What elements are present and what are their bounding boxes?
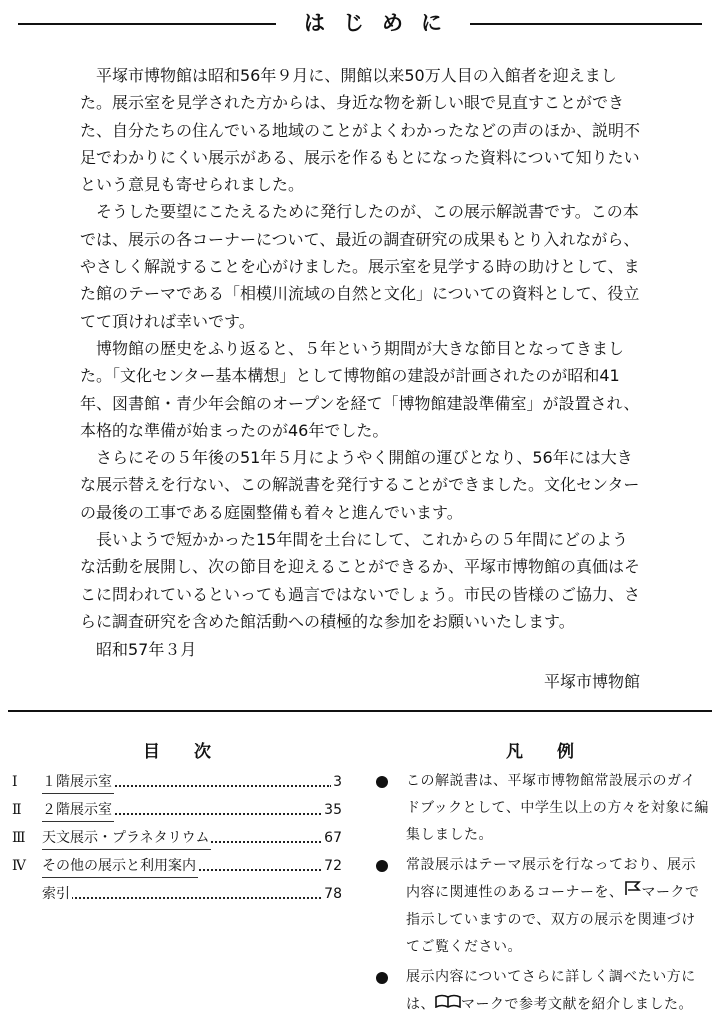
note-text: マークで参考文献を紹介しました。 <box>461 996 693 1012</box>
note-item <box>370 852 710 961</box>
toc-item-label: その他の展示と利用案内 <box>42 855 198 878</box>
toc-item-page: 78 <box>322 880 342 908</box>
toc-item-label: 天文展示・プラネタリウム <box>42 827 211 850</box>
intro-paragraph: 博物館の歴史をふり返ると、５年という期間が大きな節目となってきました。「文化センター基本構想」として博物館の建設が計画されたのが昭和41年、図書館・青少年会館のオープンを経て「博物館建設準備室」が設置され、本格的な準備が始まったのが46年でした。 <box>80 338 640 440</box>
toc-item[interactable] <box>12 796 342 824</box>
toc-item-label: １階展示室 <box>42 771 114 794</box>
title-bar <box>18 8 702 38</box>
note-text: マークで指示していますので、双方の展示を関連づけてご覧ください。 <box>406 884 700 955</box>
toc-leader-dots <box>52 897 332 899</box>
title-rule-left <box>18 23 276 25</box>
table-of-contents <box>12 740 342 908</box>
toc-item-page: 35 <box>322 796 342 824</box>
bullet-icon <box>376 860 388 872</box>
toc-item-number: Ⅲ <box>12 830 26 846</box>
toc-item[interactable] <box>12 852 342 880</box>
note-item <box>370 964 710 1019</box>
toc-item-page: 67 <box>322 824 342 852</box>
page-title: はじめに <box>304 11 460 35</box>
intro-paragraph: 長いようで短かかった15年間を土台にして、これからの５年間にどのような活動を展開し、次の節目を迎えることができるか、平塚市博物館の真価はそこに問われているといっても過言ではないでしょう。市民の皆様のご協力、さらに調査研究を含めた館活動への積極的な参加をお願いいたします。 <box>80 530 641 631</box>
bullet-icon <box>376 972 388 984</box>
intro-signature: 平塚市博物館 <box>543 671 640 691</box>
legend-notes <box>370 740 710 1021</box>
intro-paragraph: さらにその５年後の51年５月にようやく開館の運びとなり、56年には大きな展示替えを行ない、この解説書を発行することができました。文化センターの最後の工事である庭園整備も着々と進んでいます。 <box>80 448 640 522</box>
toc-item[interactable] <box>12 880 342 908</box>
note-text: 常設展示はテーマ展示を行なっており、展示内容に関連性のあるコーナーを、 <box>406 857 696 901</box>
toc-item[interactable] <box>12 824 342 852</box>
note-text: この解説書は、平塚市博物館常設展示のガイドブックとして、中学生以上の方々を対象に編集しました。 <box>406 773 709 843</box>
toc-item-label: 索引 <box>42 880 72 908</box>
toc-item[interactable] <box>12 768 342 796</box>
note-item <box>370 768 710 849</box>
section-divider <box>8 710 712 712</box>
bullet-icon <box>376 776 388 788</box>
toc-item-number: Ⅰ <box>12 774 18 790</box>
toc-item-number: Ⅳ <box>12 858 26 874</box>
flag-mark-icon <box>624 879 642 906</box>
toc-item-number: Ⅱ <box>12 802 22 818</box>
toc-title: 目 次 <box>143 742 225 762</box>
toc-item-page: 72 <box>322 852 342 880</box>
intro-paragraph: 平塚市博物館は昭和56年９月に、開館以来50万人目の入館者を迎えました。展示室を見学された方からは、身近な物を新しい眼で見直すことができた、自分たちの住んでいる地域のことがよくわかったなどの声のほか、説明不足でわかりにくい展示がある、展示を作るもとになった資料について知りたいという意見も寄せられました。 <box>80 66 641 195</box>
title-rule-right <box>470 23 702 25</box>
intro-paragraph: そうした要望にこたえるために発行したのが、この展示解説書です。この本では、展示の各コーナーについて、最近の調査研究の成果もとり入れながら、やさしく解説することを心がけました。展示室を見学する時の助けとして、また館のテーマである「相模川流域の自然と文化」についての資料として、役立てて頂ければ幸いです。 <box>80 202 640 331</box>
toc-item-page: 3 <box>331 768 342 796</box>
toc-item-label: ２階展示室 <box>42 799 114 822</box>
intro-body <box>80 62 640 695</box>
notes-title: 凡 例 <box>506 742 588 762</box>
open-book-icon <box>435 991 461 1018</box>
intro-date: 昭和57年３月 <box>96 640 197 660</box>
note-text: 展示内容についてさらに詳しく調べたい方には、 <box>406 968 696 1012</box>
